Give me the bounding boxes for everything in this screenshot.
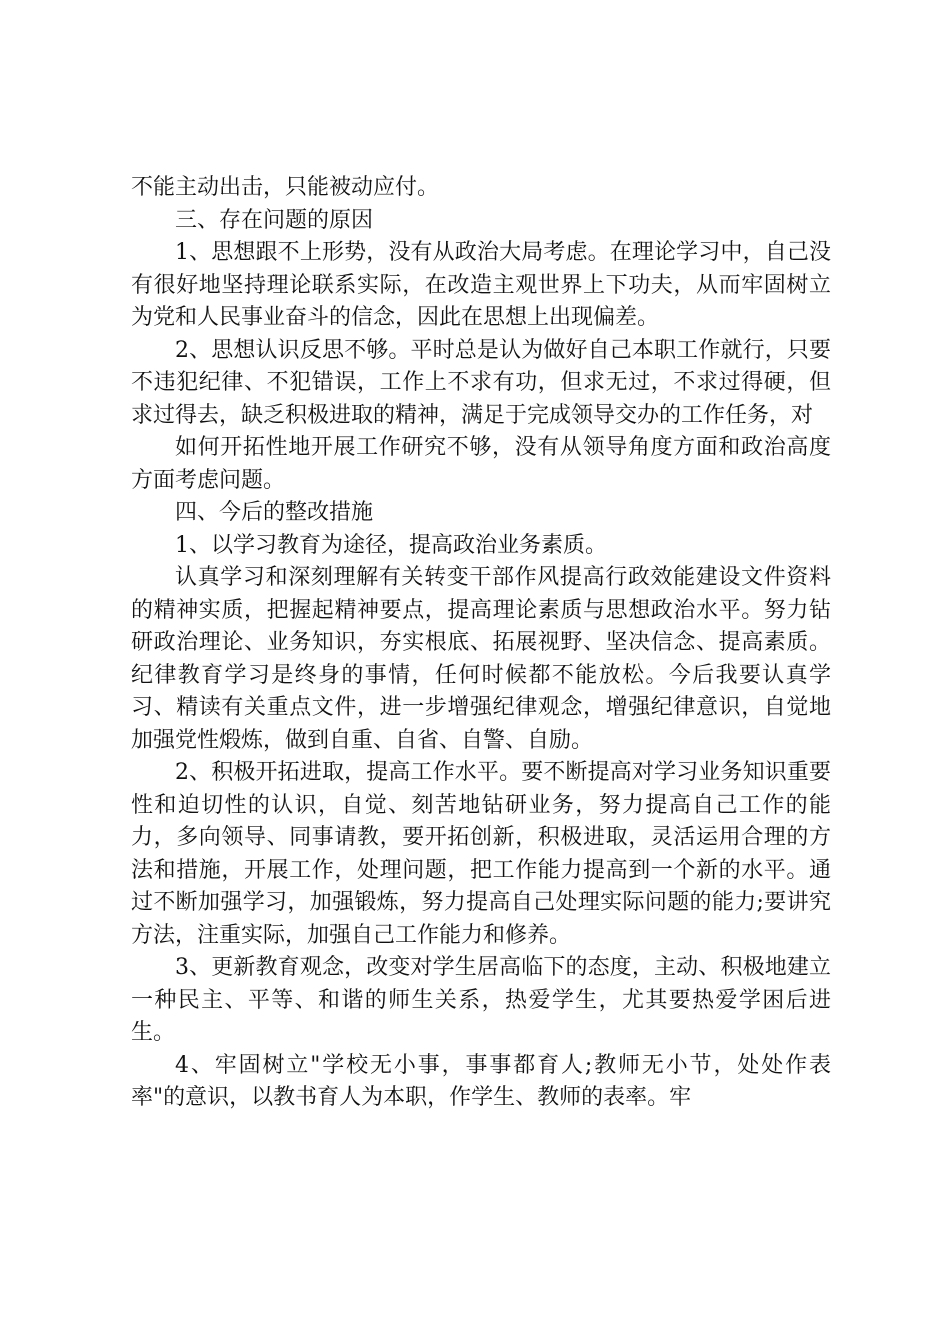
paragraph-measure-2: 2、积极开拓进取，提高工作水平。要不断提高对学习业务知识重要性和迫切性的认识，自觉、刻苦地钻研业务，努力提高自己工作的能力，多向领导、同事请教，要开拓创新，积极进取，灵活运用合理的方法和措施，开展工作，处理问题，把工作能力提高到一个新的水平。通过不断加强学习，加强锻炼，努力提高自己处理实际问题的能力;要讲究方法，注重实际，加强自己工作能力和修养。 (131, 760, 831, 948)
section-heading-measures: 四、今后的整改措施 (175, 500, 374, 525)
paragraph-measure-4: 4、牢固树立"学校无小事，事事都育人;教师无小节，处处作表率"的意识，以教书育人为本职，作学生、教师的表率。牢 (131, 1052, 831, 1110)
paragraph-measure-1-title: 1、以学习教育为途径，提高政治业务素质。 (175, 532, 607, 558)
paragraph-measure-3: 3、更新教育观念，改变对学生居高临下的态度，主动、积极地建立一种民主、平等、和谐的师生关系，热爱学生，尤其要热爱学困后进生。 (131, 955, 831, 1045)
document-page (131, 172, 831, 1115)
paragraph-measure-1-body: 认真学习和深刻理解有关转变干部作风提高行政效能建设文件资料的精神实质，把握起精神要点，提高理论素质与思想政治水平。努力钻研政治理论、业务知识，夯实根底、拓展视野、坚决信念、提高素质。纪律教育学习是终身的事情，任何时候都不能放松。今后我要认真学习、精读有关重点文件，进一步增强纪律观念，增强纪律意识，自觉地加强党性煅炼，做到自重、自省、自警、自励。 (131, 565, 831, 753)
section-heading-causes: 三、存在问题的原因 (175, 207, 374, 233)
paragraph-continuation: 不能主动出击，只能被动应付。 (131, 175, 440, 200)
paragraph-cause-2-continued: 如何开拓性地开展工作研究不够，没有从领导角度方面和政治高度方面考虑问题。 (131, 435, 831, 493)
paragraph-cause-1: 1、思想跟不上形势，没有从政治大局考虑。在理论学习中，自己没有很好地坚持理论联系实际，在改造主观世界上下功夫，从而牢固树立为党和人民事业奋斗的信念，因此在思想上出现偏差。 (131, 240, 831, 330)
paragraph-cause-2: 2、思想认识反思不够。平时总是认为做好自己本职工作就行，只要不违犯纪律、不犯错误，工作上不求有功，但求无过，不求过得硬，但求过得去，缺乏积极进取的精神，满足于完成领导交办的工作任务，对 (131, 337, 831, 428)
